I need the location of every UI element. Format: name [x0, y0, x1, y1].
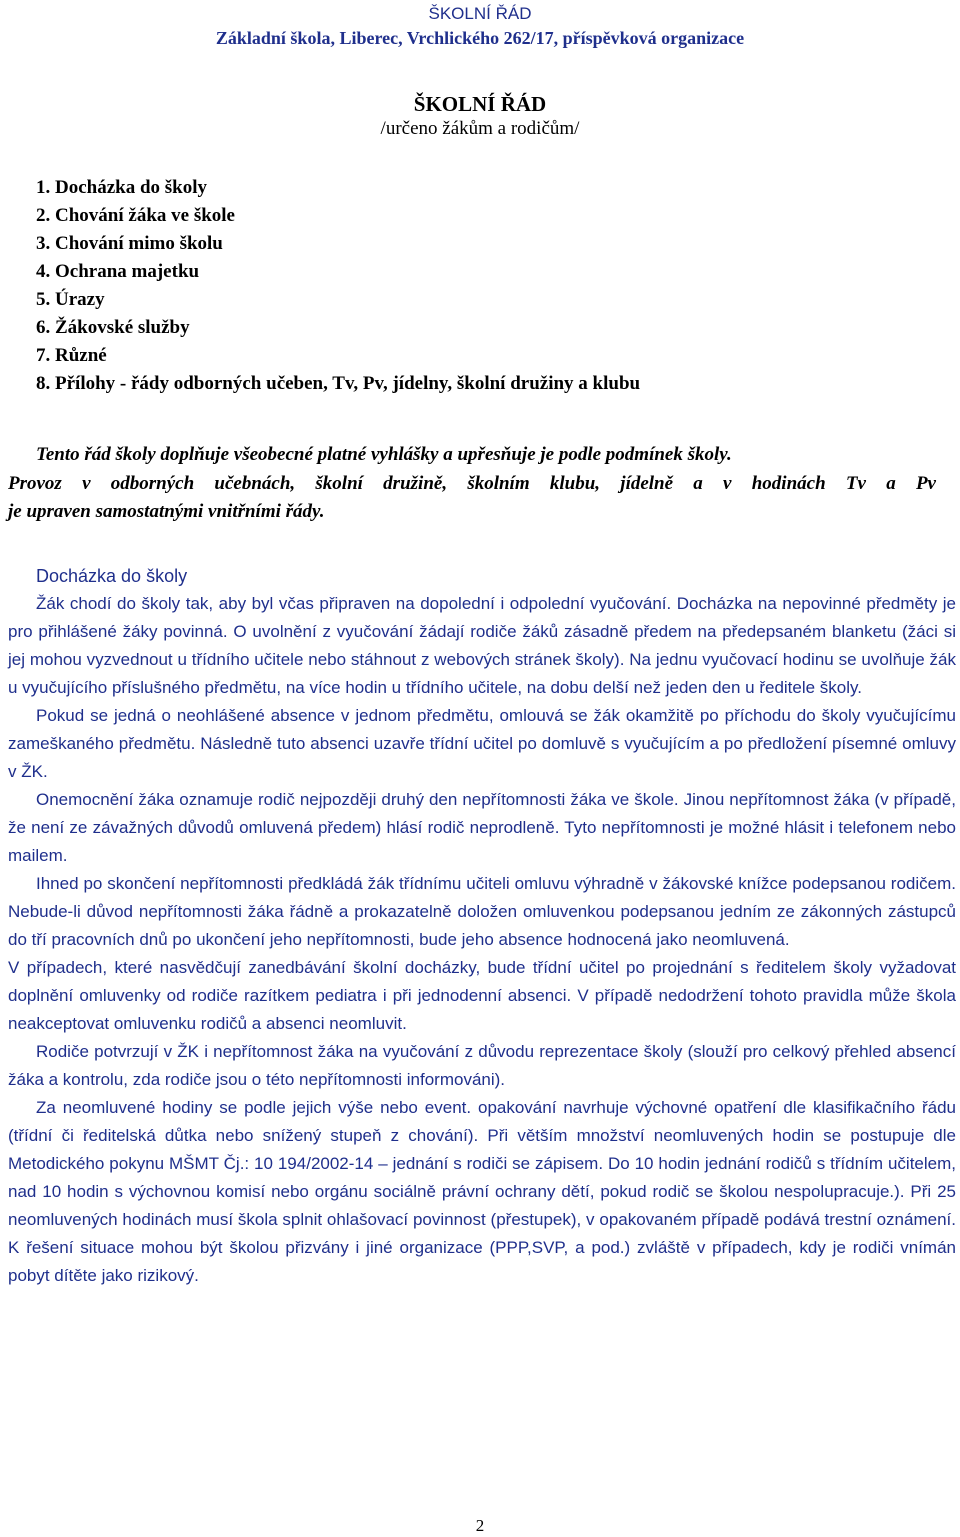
paragraph: [8, 702, 956, 786]
toc-item: 6. Žákovské služby: [36, 317, 190, 338]
paragraph: [8, 870, 956, 954]
toc-item: 1. Docházka do školy: [36, 177, 208, 198]
sentence: Tyto nepřítomnosti je možné hlásit i telefonem nebo mailem.: [8, 818, 956, 865]
running-header-title: ŠKOLNÍ ŘÁD: [428, 4, 532, 23]
toc-item: 2. Chování žáka ve škole: [36, 205, 235, 226]
section-body: [8, 590, 956, 1290]
toc-item: 7. Různé: [36, 345, 107, 366]
running-header-school: Základní škola, Liberec, Vrchlického 262/17, příspěvková organizace: [215, 28, 745, 48]
toc-item: 4. Ochrana majetku: [36, 261, 200, 282]
sentence: Ihned po skončení nepřítomnosti předkládá žák třídnímu učiteli omluvu výhradně v žákovské knížce podepsanou rodičem.: [36, 874, 956, 893]
table-of-contents: [36, 174, 640, 398]
paragraph: [8, 590, 956, 702]
paragraph: Za neomluvené hodiny se podle jejich výše nebo event. opakování navrhuje výchovné opatření dle klasifikačního řádu (třídní či ředitelská důtka nebo snížený stupeň z chování). Při větším množství neomluvených hodin se postupuje dle Metodického pokynu MŠMT Čj.: 10 194/2002-14 – jednání s rodiči se zápisem. Do 10 hodin jednání rodičů s třídním učitelem, nad 10 hodin s výchovnou komisí nebo orgánu sociálně právní ochrany dětí, pokud rodič se školou nespolupracuje.). Při 25 neomluvených hodinách musí škola splnit ohlašovací povinnost (přestupek), v opakovaném případě podává trestní oznámení. K řešení situace mohou být školou přizvány i jiné organizace (PPP,SVP, a pod.) zvláště v případech, kdy je rodiči vnímán pobyt dítěte jako rizikový.: [8, 1098, 956, 1285]
intro-line: Provoz v odborných učebnách, školní družině, školním klubu, jídelně a v hodinách Tv a Pv: [8, 473, 936, 494]
sentence: Na jednu vyučovací hodinu se uvolňuje žák u vyučujícího příslušného předmětu, na více hodin u třídního učitele, na dobu delší než jeden den u ředitele školy.: [8, 650, 956, 697]
toc-item: 8. Přílohy - řády odborných učeben, Tv, Pv, jídelny, školní družiny a klubu: [36, 373, 641, 394]
sentence: O uvolnění z vyučování žádají rodiče žáků zásadně předem na předepsaném blanketu (žáci si jej mohou vyzvednout u třídního učitele nebo stáhnout z webových stránek školy).: [8, 622, 956, 669]
toc-item: 3. Chování mimo školu: [36, 233, 223, 254]
intro-paragraph: [8, 470, 936, 526]
sentence: Následně tuto absenci uzavře třídní učitel po domluvě s vyučujícím a po předložení písemné omluvy v ŽK.: [8, 734, 957, 781]
paragraph: Rodiče potvrzují v ŽK i nepřítomnost žáka na vyučování z důvodu reprezentace školy (slouží pro celkový přehled absencí žáka a kontrolu, zda rodiče jsou o této nepřítomnosti informováni).: [8, 1042, 956, 1089]
toc-item: 5. Úrazy: [36, 289, 105, 310]
page-subtitle: /určeno žákům a rodičům/: [380, 118, 580, 139]
page-title: ŠKOLNÍ ŘÁD: [413, 92, 547, 116]
sentence: Žák chodí do školy tak, aby byl včas připraven na dopolední i odpolední vyučování. Docházka na nepovinné předměty je pro přihlášené žáky povinná.: [8, 594, 956, 641]
paragraph: [8, 786, 956, 870]
page-number: 2: [475, 1516, 485, 1535]
intro-line: je upraven samostatnými vnitřními řády.: [8, 501, 325, 522]
paragraph: V případech, které nasvědčují zanedbávání školní docházky, bude třídní učitel po projednání s ředitelem školy vyžadovat doplnění omluvenky od rodiče razítkem pediatra i při jednodenní absenci. V případě nedodržení tohoto pravidla může škola neakceptovat omluvenku rodičů a absenci neomluvit.: [8, 958, 956, 1033]
sentence: Nebude-li důvod nepřítomnosti žáka řádně a prokazatelně doložen omluvenkou podepsanou jedním ze zákonných zástupců do tří pracovních dnů po ukončení jeho nepřítomnosti, bude jeho absence hodnocená jako neomluvená.: [8, 902, 956, 949]
section-heading: Docházka do školy: [36, 566, 188, 586]
intro-line: Tento řád školy doplňuje všeobecné platné vyhlášky a upřesňuje je podle podmínek školy.: [36, 444, 732, 465]
sentence: Pokud se jedná o neohlášené absence v jednom předmětu, omlouvá se žák okamžitě po příchodu do školy vyučujícímu zameškaného předmětu.: [8, 706, 956, 753]
sentence: Onemocnění žáka oznamuje rodič nejpozději druhý den nepřítomnosti žáka ve škole. Jinou nepřítomnost žáka (v případě, že není ze závažných důvodů omluvená předem) hlásí rodič neprodleně.: [8, 790, 956, 837]
